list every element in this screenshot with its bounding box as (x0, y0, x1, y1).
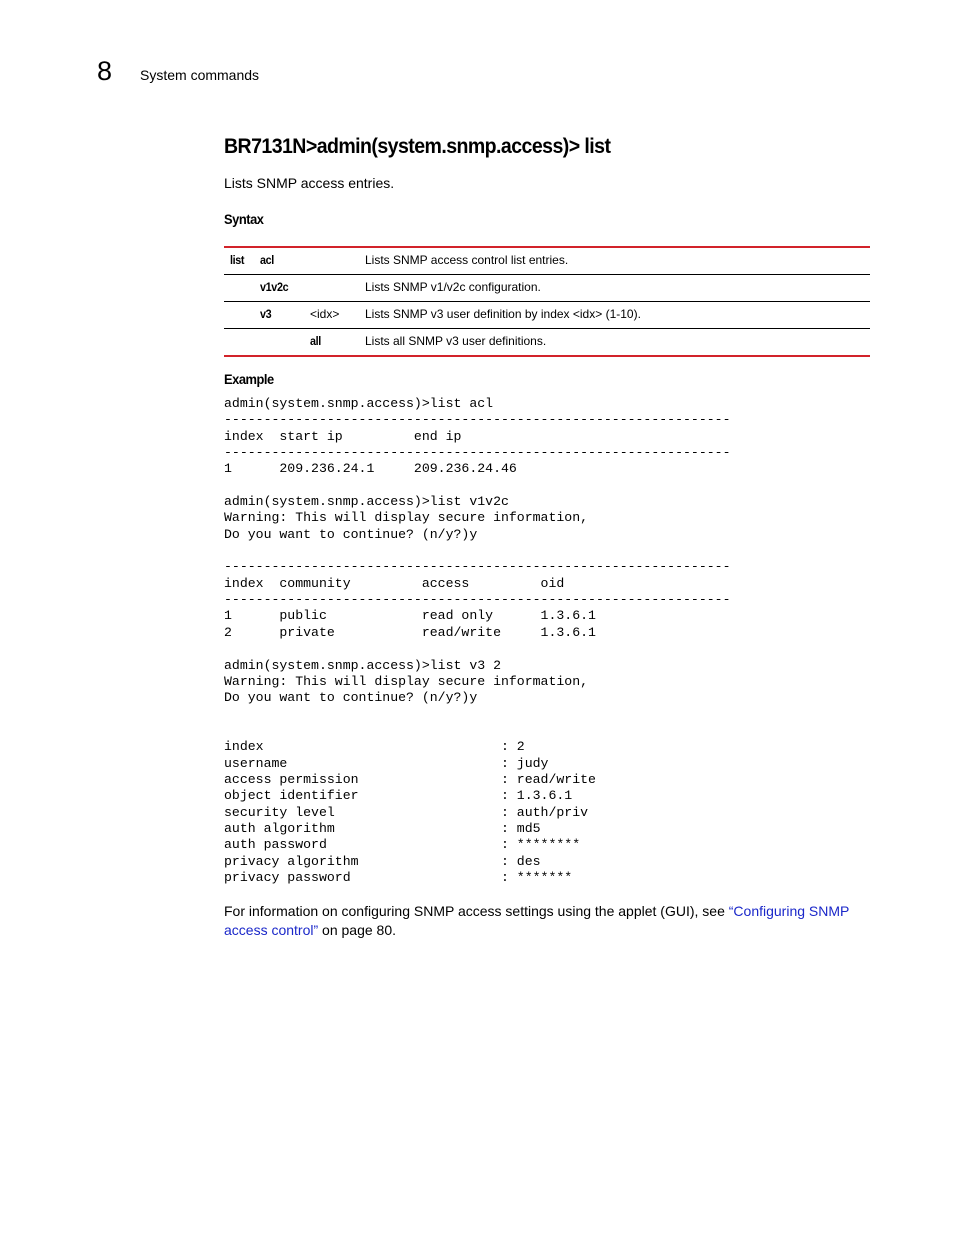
command-heading: BR7131N>admin(system.snmp.access)> list (224, 135, 611, 158)
syntax-keyword-list: list (230, 253, 245, 267)
syntax-keyword-all: all (310, 334, 321, 348)
reference-text: For information on configuring SNMP access settings using the applet (GUI), see (224, 903, 729, 919)
chapter-title: System commands (140, 67, 260, 83)
syntax-row-v1v2c (224, 275, 870, 302)
syntax-row-acl (224, 246, 870, 275)
syntax-keyword-v1v2c: v1v2c (260, 280, 289, 294)
syntax-heading: Syntax (224, 211, 264, 227)
syntax-description: Lists SNMP v3 user definition by index <idx> (1-10). (365, 307, 641, 321)
syntax-description: Lists SNMP access control list entries. (365, 253, 569, 267)
syntax-keyword-acl: acl (260, 253, 274, 267)
syntax-row-all (224, 329, 870, 357)
syntax-row-v3 (224, 302, 870, 329)
command-description: Lists SNMP access entries. (224, 175, 395, 191)
reference-page-text: on page 80. (318, 922, 397, 938)
configuring-snmp-access-link[interactable]: “Configuring SNMP access control” (224, 903, 850, 938)
syntax-description: Lists all SNMP v3 user definitions. (365, 334, 547, 348)
chapter-number: 8 (97, 56, 113, 86)
syntax-table (224, 246, 870, 357)
example-code-block: admin(system.snmp.access)>list acl ---------------------------------------------------------------- index start ip end ip ---------------------------------------------------------------- 1 209.236.24.1 209.236.24.46 admin(system.snmp.access)>list v1v2c Warning: This will display secure information, Do you want to continue? (n/y?)y ---------------------------------------------------------------- index community access oid ---------------------------------------------------------------- 1 public read only 1.3.6.1 2 private read/write 1.3.6.1 admin(system.snmp.access)>list v3 2 Warning: This will display secure information, Do you want to continue? (n/y?)y index : 2 username : judy access permission : read/write object identifier : 1.3.6.1 security level : auth/priv auth algorithm : md5 auth password : ******** privacy algorithm : des privacy password : ******* (224, 396, 731, 885)
syntax-keyword-v3: v3 (260, 307, 272, 321)
reference-paragraph (224, 902, 864, 940)
syntax-param-idx: <idx> (310, 307, 340, 321)
syntax-description: Lists SNMP v1/v2c configuration. (365, 280, 541, 294)
example-heading: Example (224, 371, 274, 387)
